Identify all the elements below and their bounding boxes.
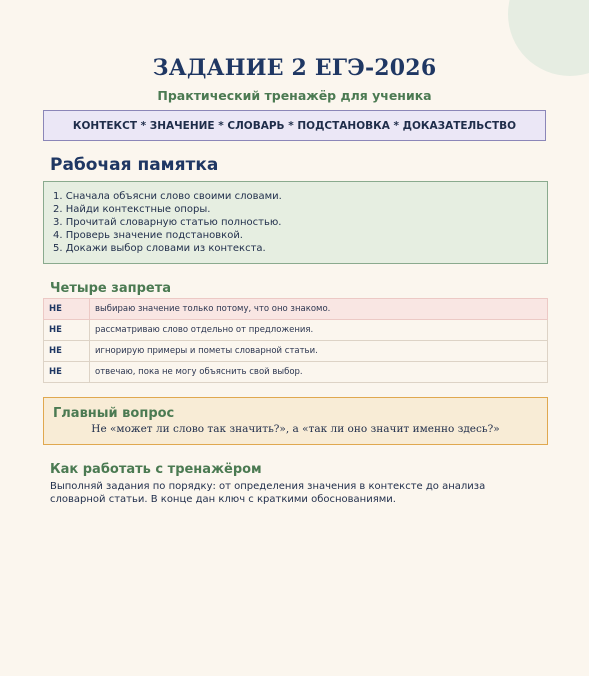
memo-step: 4. Проверь значение подстановкой. bbox=[53, 230, 243, 241]
bans-heading: Четыре запрета bbox=[50, 281, 171, 296]
how-to-heading: Как работать с тренажёром bbox=[50, 462, 262, 477]
ban-tag: НЕ bbox=[44, 341, 90, 362]
bans-table bbox=[43, 298, 548, 383]
memo-step: 2. Найди контекстные опоры. bbox=[53, 204, 211, 215]
ban-tag: НЕ bbox=[44, 320, 90, 341]
main-question-text: Не «может ли слово так значить?», а «так ли оно значит именно здесь?» bbox=[91, 423, 500, 435]
ban-tag: НЕ bbox=[44, 362, 90, 383]
table-row bbox=[44, 362, 548, 383]
memo-step: 1. Сначала объясни слово своими словами. bbox=[53, 191, 282, 202]
table-row bbox=[44, 299, 548, 320]
keywords-banner-text: КОНТЕКСТ * ЗНАЧЕНИЕ * СЛОВАРЬ * ПОДСТАНОВКА * ДОКАЗАТЕЛЬСТВО bbox=[72, 119, 517, 132]
keywords-banner bbox=[43, 110, 546, 141]
ban-text: выбираю значение только потому, что оно знакомо. bbox=[90, 299, 548, 320]
main-question-heading: Главный вопрос bbox=[53, 406, 175, 421]
table-row bbox=[44, 341, 548, 362]
page-title: ЗАДАНИЕ 2 ЕГЭ-2026 bbox=[152, 55, 437, 81]
page-subtitle: Практический тренажёр для ученика bbox=[157, 88, 432, 103]
memo-heading: Рабочая памятка bbox=[50, 155, 219, 175]
ban-text: отвечаю, пока не могу объяснить свой выбор. bbox=[90, 362, 548, 383]
ban-text: игнорирую примеры и пометы словарной статьи. bbox=[90, 341, 548, 362]
memo-step: 5. Докажи выбор словами из контекста. bbox=[53, 243, 266, 254]
how-to-text: Выполняй задания по порядку: от определения значения в контексте до анализа словарной статьи. В конце дан ключ с краткими обоснованиями. bbox=[50, 481, 486, 505]
ban-text: рассматриваю слово отдельно от предложения. bbox=[90, 320, 548, 341]
memo-box bbox=[43, 181, 548, 264]
memo-step: 3. Прочитай словарную статью полностью. bbox=[53, 217, 282, 228]
ban-tag: НЕ bbox=[44, 299, 90, 320]
table-row bbox=[44, 320, 548, 341]
main-question-box bbox=[43, 397, 548, 445]
